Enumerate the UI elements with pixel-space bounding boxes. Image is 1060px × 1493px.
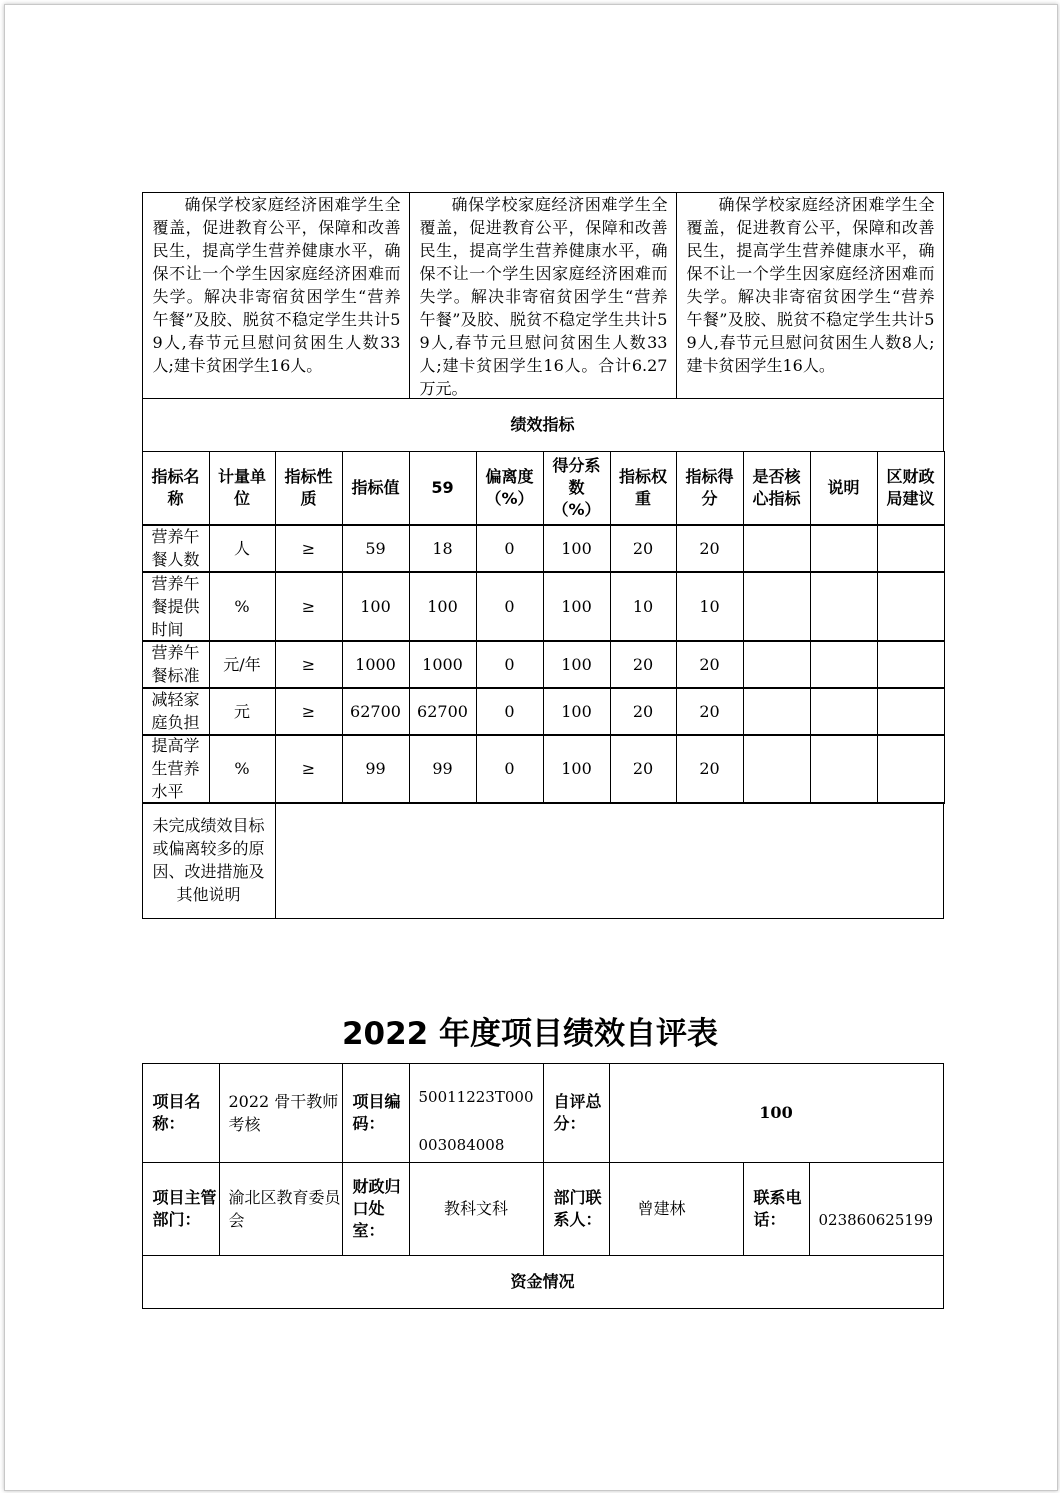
column-header: 偏离度（%） bbox=[476, 451, 544, 526]
indicator-cell: ≥ bbox=[275, 687, 343, 736]
project-code-value bbox=[409, 1063, 544, 1163]
indicator-cell bbox=[743, 524, 811, 573]
indicator-cell: 99 bbox=[409, 734, 477, 804]
project-code-label: 项目编码： bbox=[342, 1063, 410, 1163]
indicator-cell: 20 bbox=[610, 524, 677, 573]
indicator-cell: 元/年 bbox=[209, 640, 276, 689]
indicator-cell: 10 bbox=[676, 571, 744, 642]
score-value: 100 bbox=[609, 1063, 944, 1163]
indicator-name-cell: 营养午餐提供时间 bbox=[142, 571, 210, 642]
indicator-cell: ≥ bbox=[275, 524, 343, 573]
indicator-cell bbox=[877, 571, 945, 642]
indicator-cell bbox=[810, 524, 878, 573]
indicator-cell bbox=[810, 571, 878, 642]
indicator-cell: 62700 bbox=[409, 687, 477, 736]
phone-text: 023860625199 bbox=[818, 1210, 934, 1229]
indicator-cell: 0 bbox=[476, 524, 544, 573]
indicator-cell: 20 bbox=[676, 640, 744, 689]
indicator-cell bbox=[877, 687, 945, 736]
contact-label: 部门联系人： bbox=[543, 1162, 610, 1256]
goal-cell bbox=[142, 192, 410, 399]
indicator-cell: 100 bbox=[409, 571, 477, 642]
column-header: 是否核心指标 bbox=[743, 451, 811, 526]
indicator-cell: ≥ bbox=[275, 571, 343, 642]
column-header: 指标值 bbox=[342, 451, 410, 526]
code-line-1: 50011223T000 bbox=[418, 1087, 534, 1106]
goal-text: 确保学校家庭经济困难学生全覆盖，促进教育公平，保障和改善民生，提高学生营养健康水平，确保不让一个学生因家庭经济困难而失学。解决非寄宿贫困学生“营养午餐”及胶、脱贫不稳定学生共计59人,春节元旦慰问贫困生人数33人;建卡贫困学生16人。 bbox=[152, 194, 401, 375]
indicator-cell bbox=[743, 734, 811, 804]
indicator-cell: 20 bbox=[610, 687, 677, 736]
indicator-cell: 100 bbox=[543, 571, 611, 642]
indicator-cell: 18 bbox=[409, 524, 477, 573]
indicator-cell: 人 bbox=[209, 524, 276, 573]
score-label: 自评总分： bbox=[543, 1063, 610, 1163]
indicator-cell: 元 bbox=[209, 687, 276, 736]
phone-label: 联系电话： bbox=[743, 1162, 810, 1256]
indicator-cell bbox=[743, 687, 811, 736]
indicator-cell: 100 bbox=[543, 524, 611, 573]
contact-value: 曾建林 bbox=[609, 1162, 744, 1256]
column-header: 指标得分 bbox=[676, 451, 744, 526]
column-header: 得分系数（%） bbox=[543, 451, 611, 526]
indicator-name-cell: 营养午餐标准 bbox=[142, 640, 210, 689]
indicator-cell: 62700 bbox=[342, 687, 410, 736]
column-header: 指标权重 bbox=[610, 451, 677, 526]
goal-text: 确保学校家庭经济困难学生全覆盖，促进教育公平，保障和改善民生，提高学生营养健康水平，确保不让一个学生因家庭经济困难而失学。解决非寄宿贫困学生“营养午餐”及胶、脱贫不稳定学生共计59人,春节元旦慰问贫困生人数33人;建卡贫困学生16人。合计6.27万元。 bbox=[419, 194, 668, 398]
indicator-cell: 0 bbox=[476, 640, 544, 689]
indicator-cell bbox=[877, 640, 945, 689]
office-value: 教科文科 bbox=[409, 1162, 544, 1256]
column-header: 指标性质 bbox=[275, 451, 343, 526]
column-header: 区财政局建议 bbox=[877, 451, 945, 526]
column-header: 说明 bbox=[810, 451, 878, 526]
indicator-cell: % bbox=[209, 571, 276, 642]
dept-label: 项目主管部门： bbox=[142, 1162, 220, 1256]
phone-value bbox=[809, 1162, 944, 1256]
indicator-cell bbox=[743, 571, 811, 642]
indicator-cell bbox=[877, 524, 945, 573]
indicator-cell: 20 bbox=[676, 687, 744, 736]
goal-cell bbox=[676, 192, 944, 399]
indicator-cell bbox=[810, 734, 878, 804]
project-name-label: 项目名称： bbox=[142, 1063, 220, 1163]
perf-section-title: 绩效指标 bbox=[142, 398, 944, 452]
indicator-cell: 20 bbox=[610, 640, 677, 689]
indicator-cell: 20 bbox=[676, 734, 744, 804]
indicator-cell bbox=[810, 687, 878, 736]
code-line-2: 003084008 bbox=[418, 1135, 505, 1154]
office-label: 财政归口处室： bbox=[342, 1162, 410, 1256]
funds-section-title: 资金情况 bbox=[142, 1255, 944, 1309]
indicator-cell: 0 bbox=[476, 734, 544, 804]
project-name-value: 2022 骨干教师考核 bbox=[219, 1063, 343, 1163]
indicator-cell: 59 bbox=[342, 524, 410, 573]
dept-value: 渝北区教育委员会 bbox=[219, 1162, 343, 1256]
indicator-cell bbox=[877, 734, 945, 804]
column-header: 计量单位 bbox=[209, 451, 276, 526]
indicator-cell bbox=[810, 640, 878, 689]
indicator-cell: 0 bbox=[476, 687, 544, 736]
column-header: 指标名称 bbox=[142, 451, 210, 526]
indicator-name-cell: 提高学生营养水平 bbox=[142, 734, 210, 804]
column-header: 59 bbox=[409, 451, 477, 526]
indicator-cell: % bbox=[209, 734, 276, 804]
goal-cell bbox=[409, 192, 677, 399]
indicator-cell: 100 bbox=[543, 687, 611, 736]
indicator-cell: 0 bbox=[476, 571, 544, 642]
form-title: 2022 年度项目绩效自评表 bbox=[341, 1016, 719, 1052]
indicator-cell: 1000 bbox=[342, 640, 410, 689]
indicator-cell: ≥ bbox=[275, 640, 343, 689]
goal-text: 确保学校家庭经济困难学生全覆盖，促进教育公平，保障和改善民生，提高学生营养健康水平，确保不让一个学生因家庭经济困难而失学。解决非寄宿贫困学生“营养午餐”及胶、脱贫不稳定学生共计59人,春节元旦慰问贫困生人数8人;建卡贫困学生16人。 bbox=[686, 194, 935, 375]
indicator-cell: 99 bbox=[342, 734, 410, 804]
indicator-cell: 20 bbox=[610, 734, 677, 804]
indicator-cell bbox=[743, 640, 811, 689]
indicator-name-cell: 营养午餐人数 bbox=[142, 524, 210, 573]
reason-label: 未完成绩效目标或偏离较多的原因、改进措施及其他说明 bbox=[142, 802, 276, 919]
indicator-cell: 1000 bbox=[409, 640, 477, 689]
indicator-cell: 20 bbox=[676, 524, 744, 573]
indicator-cell: 10 bbox=[610, 571, 677, 642]
indicator-cell: 100 bbox=[342, 571, 410, 642]
indicator-cell: 100 bbox=[543, 640, 611, 689]
indicator-name-cell: 减轻家庭负担 bbox=[142, 687, 210, 736]
indicator-cell: ≥ bbox=[275, 734, 343, 804]
reason-value bbox=[275, 802, 944, 919]
indicator-cell: 100 bbox=[543, 734, 611, 804]
